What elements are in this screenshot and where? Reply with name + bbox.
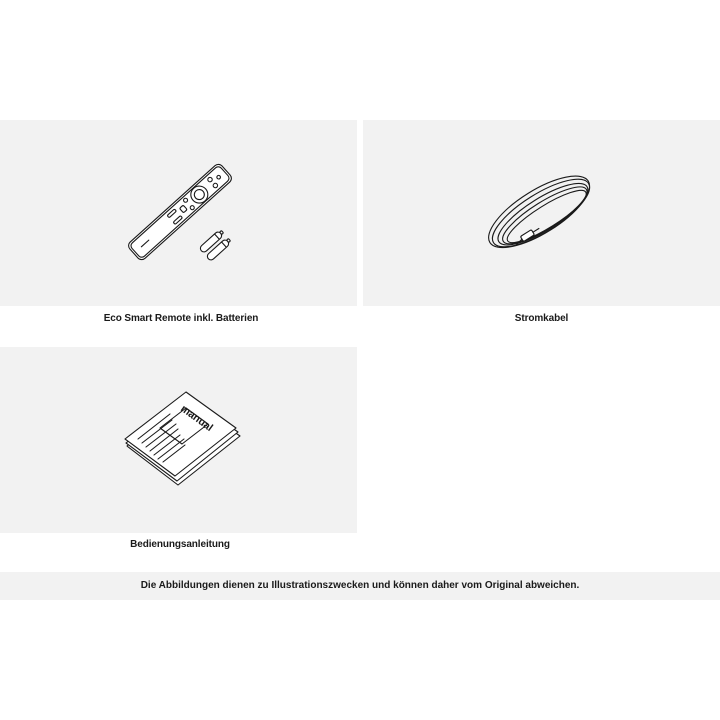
caption-manual: Bedienungsanleitung [130, 539, 230, 550]
power-cable-icon [363, 120, 720, 306]
remote-control-icon [0, 120, 357, 306]
disclaimer-text: Die Abbildungen dienen zu Illustrationszwecken und können daher vom Original abweichen. [140, 580, 580, 591]
booklet-cover-text: manual [178, 402, 216, 435]
caption-remote: Eco Smart Remote inkl. Batterien [103, 313, 259, 324]
disclaimer-bar [0, 572, 720, 600]
caption-cable: Stromkabel [514, 313, 569, 324]
accessory-tile-remote [0, 120, 357, 306]
manual-booklet-icon [0, 347, 357, 533]
accessory-tile-cable [363, 120, 720, 306]
accessory-tile-manual [0, 347, 357, 533]
